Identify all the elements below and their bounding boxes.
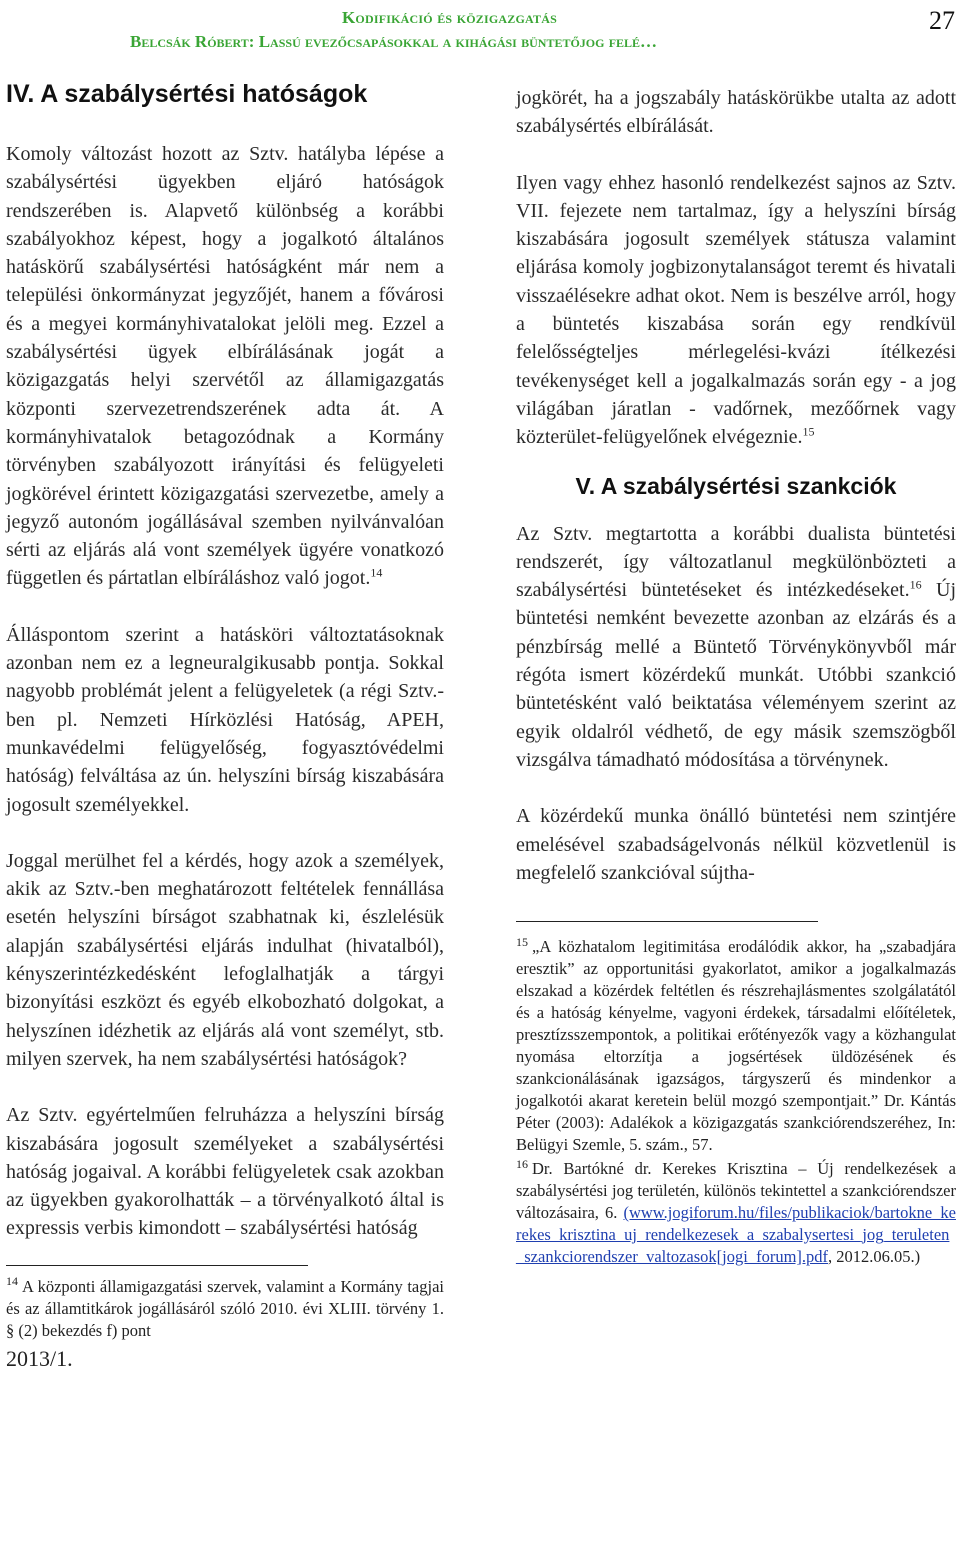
paragraph-text: Új büntetési nemként bevezette azonban az elzárás és a pénzbírság mellé a Büntető Törvénykönyvből már régóta ismert közérdekű munkát. Utóbbi szankció büntetésként való beiktatása véleményem szerint az egyik oldalról védhető, de egy másik szemszögből vizsgálva támadható módosítása a törvénynek. xyxy=(516,579,957,771)
footnote-number: 15 xyxy=(516,934,528,949)
footnote-text: Dr. Bartókné dr. Kerekes Krisztina – Új rendelkezések a szabálysértési jog területén, különös tekintettel a szankciórendszer változásaira, 6. xyxy=(516,1159,956,1223)
footnote-15 xyxy=(516,936,956,1156)
footnote-date: , 2012.06.05.) xyxy=(828,1247,921,1267)
footnote-ref[interactable]: 14 xyxy=(370,565,383,580)
paragraph: Álláspontom szerint a hatásköri változtatásoknak azonban nem ez a legneuralgikusabb pontja. Sokkal nagyobb problémát jelent a felügyeletek (a régi Sztv.-ben pl. Nemzeti Hírközlési Hatóság, APEH, munkavédelmi felügyelőség, fogyasztóvédelmi hatóság) felváltása az ún. helyszíni bírság kiszabására jogosult személyekkel. xyxy=(6,623,444,816)
section-heading-iv: IV. A szabálysértési hatóságok xyxy=(6,80,368,108)
right-column xyxy=(516,84,956,1270)
page-header xyxy=(0,4,960,52)
section-heading-v: V. A szabálysértési szankciók xyxy=(575,472,897,499)
footnote-link[interactable]: (www.jogiforum.hu/files/publikaciok/bartokne_kerekes_krisztina_uj_rendelkezesek_a_szabalysertesi_jog_teruleten_szankciorendszer_valtozasok[jogi_forum].pdf xyxy=(516,1203,956,1267)
running-title-article: Belcsák Róbert: Lassú evezőcsapásokkal a kihágási büntetőjog felé… xyxy=(130,32,658,51)
footnote-text: A központi államigazgatási szervek, valamint a Kormány tagjai és az államtitkárok jogállásáról szóló 2010. évi XLIII. törvény 1. § (2) bekezdés f) pont xyxy=(6,1276,444,1340)
page-number: 27 xyxy=(929,6,955,35)
paragraph: Joggal merülhet fel a kérdés, hogy azok a személyek, akik az Sztv.-ben meghatározott feltételek fennállása esetén helyszíni bírságot szabhatnak ki, észlelésük alapján szabálysértési eljárás indulhat (hivatalból), kényszerintézkedésként lefoglalhatják a tárgyi bizonyítási eszközt és egyéb elkobozható dolgokat, a helyszínen idézhetik az eljárás alá vont személyt, stb. milyen szervek, ha nem szabálysértési hatóságok? xyxy=(6,849,444,1070)
paragraph: Az Sztv. egyértelműen felruházza a helyszíni bírság kiszabására jogosult személyeket a szabálysértési hatóság jogaival. A korábbi felügyeletek csak azokban az ügyekben gyakorolhatták – a törvényalkotó által is expressis verbis kimondott – szabálysértési hatóság xyxy=(6,1104,444,1240)
paragraph-text: Ilyen vagy ehhez hasonló rendelkezést sajnos az Sztv. VII. fejezete nem tartalmaz, így a helyszíni bírság kiszabására jogosult személyek státusza valamint eljárása komoly jogbizonytalanságot teremt és hivatali visszaélésekre adhat okot. Nem is beszélve arról, hogy a büntetés kiszabása során egy rendkívül felelősségteljes mérlegelési-kvázi ítélkezési tevékenységet kell a jogalkalmazás során egy - a jog világában járatlan - vadőrnek, mezőőrnek vagy közterület-felügyelőnek elvégeznie. xyxy=(516,171,956,449)
paragraph-text: Az Sztv. megtartotta a korábbi dualista büntetési rendszerét, így változatlanul megkülönbözteti a szabálysértési büntetéseket és intézkedéseket. xyxy=(516,522,956,602)
paragraph: jogkörét, ha a jogszabály hatáskörükbe utalta az adott szabálysértés elbírálását. xyxy=(516,87,956,138)
footnote-number: 16 xyxy=(516,1156,528,1171)
paragraph xyxy=(6,140,444,593)
footnote-number: 14 xyxy=(6,1274,18,1289)
paragraph: A közérdekű munka önálló büntetési nem szintjére emelésével szabadságelvonás nélkül közvetlenül is megfelelő szankcióval sújtha- xyxy=(516,805,956,884)
paragraph xyxy=(516,169,956,452)
footnote-ref[interactable]: 16 xyxy=(909,577,922,592)
paragraph xyxy=(516,520,956,775)
footnote-divider xyxy=(6,1265,308,1266)
footnote-ref[interactable]: 15 xyxy=(802,424,815,439)
footnote-14 xyxy=(6,1276,444,1342)
footnote-text: „A közhatalom legitimitása erodálódik akkor, ha „szabadjára eresztik” az opportunitási gyakorlatot, amikor a jogalkalmazás elszakad a közérdek feltétlen és részrehajlásmentes szolgálatától és a hatóság kényelme, vagyoni érdekek, társadalmi előítéletek, presztízsszempontok, a politikai erőtényezők vagy a közhangulat nyomása eltorzítja a jogsértések üldözésének és szankcionálásának igazságos, tárgyszerű és mindenkor a jogalkotói akarat keretein belül mozgó szempontjait.” Dr. Kántás Péter (2003): Adalékok a közigazgatás szankciórendszeréhez, In: Belügyi Szemle, 5. szám., 57. xyxy=(516,937,956,1155)
issue-reference: 2013/1. xyxy=(6,1345,73,1371)
running-title-journal: Kodifikáció és közigazgatás xyxy=(342,8,557,27)
left-column xyxy=(6,74,444,1372)
footnote-divider xyxy=(516,921,818,922)
paragraph-text: Komoly változást hozott az Sztv. hatályba lépése a szabálysértési ügyekben eljáró hatóságok rendszerében is. Alapvető különbség a korábbi szabályokhoz képest, hogy a jogalkotó általános hatáskörű szabálysértési hatóságként már nem a települési önkormányzat jegyzőjét, hanem a fővárosi és a megyei kormányhivatalokat jelöli meg. Ezzel a szabálysértési ügyek elbírálásának jogát a közigazgatás helyi szervétől az államigazgatás központi szervezetrendszerének adta át. A kormányhivatalok betagozódnak a Kormány törvényben szabályozott irányítási és felügyeleti jogkörével érintett közigazgatási szervezetbe, amely a jegyző autonóm jogállásával szemben nyilvánvalóan sérti az eljárás alá vont személyek ügyére vonatkozó független és pártatlan elbíráláshoz való jogot. xyxy=(6,143,444,590)
footnote-16 xyxy=(516,1158,956,1268)
